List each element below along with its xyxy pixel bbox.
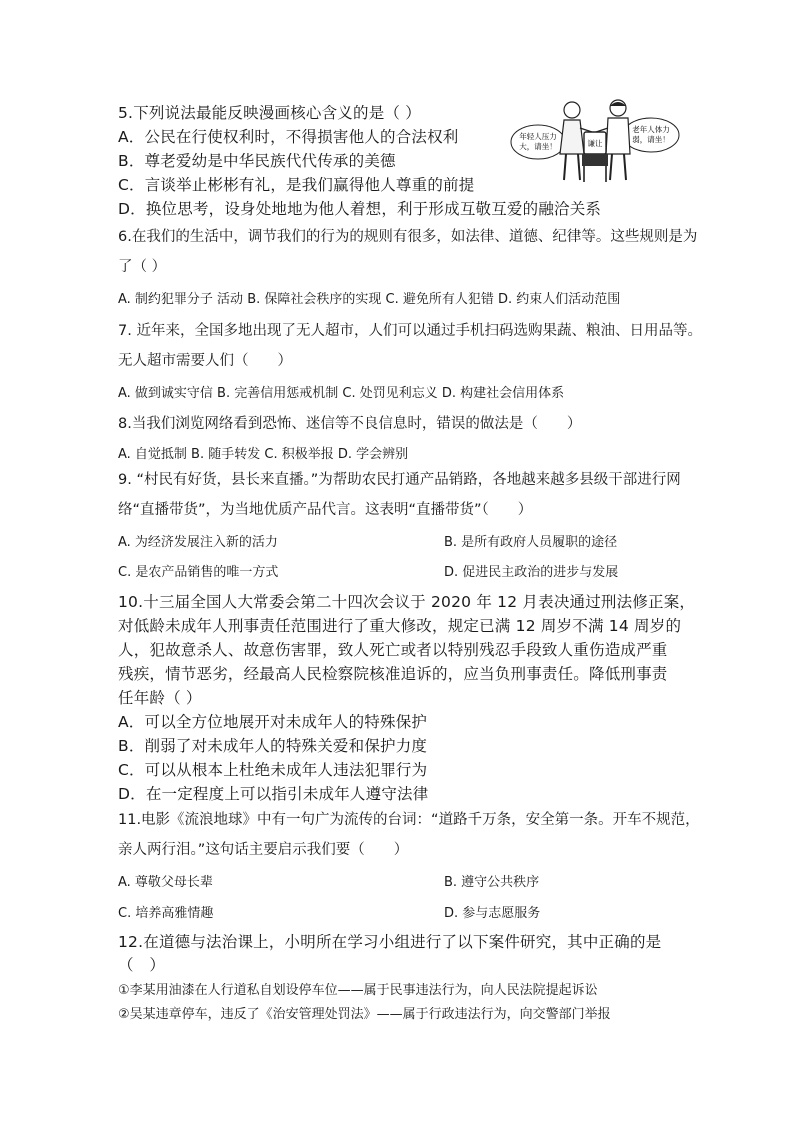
q10-stem-line4: 残疾，情节恶劣，经最高人民检察院核准追诉的，应当负刑事责任。降低刑事责: [118, 665, 668, 683]
q5-option-d: D．换位思考，设身处地地为他人着想，利于形成互敬互爱的融洽关系: [118, 200, 602, 218]
q9-option-d: D. 促进民主政治的进步与发展: [444, 565, 619, 580]
q7-options: A. 做到诚实守信 B. 完善信用惩戒机制 C. 处罚见利忘义 D. 构建社会信用体系: [118, 386, 565, 401]
q10-option-c: C．可以从根本上杜绝未成年人违法犯罪行为: [118, 761, 428, 779]
q10-stem-line2: 对低龄未成年人刑事责任范围进行了重大修改，规定已满 12 周岁不满 14 周岁的: [118, 617, 682, 635]
q8-stem: 8.当我们浏览网络看到恐怖、迷信等不良信息时，错误的做法是（ ）: [118, 416, 582, 432]
q6-stem-line2: 了（ ）: [118, 259, 167, 275]
q12-item-2: ②吴某违章停车，违反了《治安管理处罚法》——属于行政违法行为，向交警部门举报: [118, 1007, 611, 1022]
q5-option-a: A．公民在行使权利时，不得损害他人的合法权利: [118, 128, 459, 146]
q11-stem-line1: 11.电影《流浪地球》中有一句广为流传的台词：“道路千万条，安全第一条。开车不规范，: [118, 812, 700, 828]
cartoon-seat-sign: 谦让: [587, 139, 603, 148]
q10-option-d: D．在一定程度上可以指引未成年人遵守法律: [118, 785, 429, 803]
q8-options: A. 自觉抵制 B. 随手转发 C. 积极举报 D. 学会辨别: [118, 447, 409, 462]
cartoon-left-bubble-line2: 大，请坐！: [519, 142, 557, 151]
q11-option-b: B. 遵守公共秩序: [444, 875, 540, 890]
q10-stem-line5: 任年龄（ ）: [118, 689, 202, 707]
q9-stem-line2: 络“直播带货”，为当地优质产品代言。这表明“直播带货”（ ）: [118, 502, 533, 518]
q12-item-1: ①李某用油漆在人行道私自划设停车位——属于民事违法行为，向人民法院提起诉讼: [118, 983, 598, 998]
q10-stem-line1: 10.十三届全国人大常委会第二十四次会议于 2020 年 12 月表决通过刑法修正案，: [118, 593, 696, 611]
q11-option-a: A. 尊敬父母长辈: [118, 875, 213, 890]
q6-stem-line1: 6.在我们的生活中，调节我们的行为的规则有很多，如法律、道德、纪律等。这些规则是为: [118, 229, 698, 245]
cartoon-right-bubble-line2: 弱，请坐！: [632, 135, 670, 144]
q12-stem-line2: （ ）: [118, 956, 166, 974]
q9-stem-line1: 9. “村民有好货，县长来直播。”为帮助农民打通产品销路，各地越来越多县级干部进行网: [118, 472, 681, 488]
q7-stem-line1: 7. 近年来，全国多地出现了无人超市，人们可以通过手机扫码选购果蔬、粮油、日用品等。: [118, 323, 702, 339]
q5-stem: 5.下列说法最能反映漫画核心含义的是（ ）: [118, 104, 421, 122]
q10-option-b: B．削弱了对未成年人的特殊关爱和保护力度: [118, 737, 428, 755]
q6-options: A. 制约犯罪分子 活动 B. 保障社会秩序的实现 C. 避免所有人犯错 D. 约束人们活动范围: [118, 292, 621, 307]
cartoon-right-bubble-line1: 老年人体力: [632, 125, 670, 134]
q12-stem-line1: 12.在道德与法治课上，小明所在学习小组进行了以下案件研究，其中正确的是: [118, 933, 662, 951]
q5-option-c: C．言谈举止彬彬有礼，是我们赢得他人尊重的前提: [118, 176, 475, 194]
cartoon-left-bubble-line1: 年轻人压力: [519, 132, 557, 141]
q10-stem-line3: 人，犯故意杀人、故意伤害罪，致人死亡或者以特别残忍手段致人重伤造成严重: [118, 641, 668, 659]
q5-option-b: B．尊老爱幼是中华民族代代传承的美德: [118, 152, 396, 170]
q11-option-c: C. 培养高雅情趣: [118, 906, 214, 921]
q9-option-a: A. 为经济发展注入新的活力: [118, 535, 278, 550]
q11-stem-line2: 亲人两行泪。”这句话主要启示我们要（ ）: [118, 842, 409, 858]
q9-option-b: B. 是所有政府人员履职的途径: [444, 535, 618, 550]
q9-option-c: C. 是农产品销售的唯一方式: [118, 565, 279, 580]
q7-stem-line2: 无人超市需要人们（ ）: [118, 353, 292, 369]
q10-option-a: A．可以全方位地展开对未成年人的特殊保护: [118, 713, 428, 731]
cartoon-illustration: [510, 96, 680, 188]
q11-option-d: D. 参与志愿服务: [444, 906, 541, 921]
